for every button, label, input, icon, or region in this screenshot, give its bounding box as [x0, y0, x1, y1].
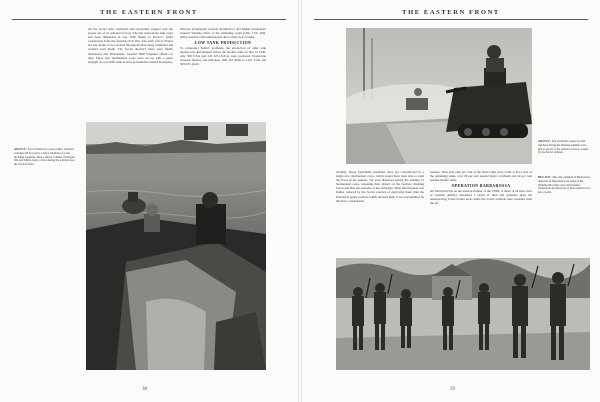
column-river-crossing-photo: [86, 122, 266, 370]
right-col2-subhead: OPERATION BARBAROSSA: [451, 183, 511, 188]
folio-left: 38: [142, 387, 147, 392]
left-text-column-1: [88, 27, 173, 117]
left-caption-lead: ABOVE:: [14, 148, 28, 151]
header-rule-left: [12, 19, 286, 20]
left-caption-text: As in Poland two years earlier, armored columns did not prove a major hindrance for the invading Germans. Here a mixed column of PzKpfw IIIs and SdKfz crews a river during the advance into the Soviet Union.: [14, 148, 76, 167]
right-col1-paragraph: models). These formidable machines were not concentrated in a single new mechanized corps, which would have been able to stem the flood of the panzers, but were dispersed among the existing 12 mechanized corps, lessening their impact on the German invading forces and thus the outcome of the campaign. Their effectiveness was further reduced by the Soviet practice of deploying them (like the French) in penny packets, which allowed them to be overwhelmed by the more concentrated: [336, 170, 424, 203]
right-bottom-caption: [538, 176, 590, 216]
right-caption2-text: The only example of Barbarossa depicted an important look some of the Wehrmacht's units were still infantry formations and the level of motorization was less overall.: [538, 176, 590, 195]
left-photo-caption: [14, 148, 76, 208]
header-rule-right: [314, 19, 588, 20]
left-col1-paragraph: On the Soviet side, confusion and uncertainty reigned over the proper use of its armoured forces. The last stand-alone tank corps had been disbanded in late 1939 thanks to Pavlov's faulty conclusions from the Spanish Civil War. The swift fall of France led any doubts to be resolved through the Red Army command and reached even Stalin. The Soviet theorist's ideas were finally abandoned and Timoshenko recalled 4000 brigaded officers to duty. Three new mechanized corps were set up with a paper strength of over 1000 tanks at Kiev (Lieutenant General Kostenko),: [88, 27, 173, 64]
right-text-column-1: [336, 170, 424, 252]
right-top-caption: [538, 140, 590, 170]
right-caption1-text: The problems caused by dust and heat during the Russian summer were just as great for the panzers as those caused by the Soviet defence.: [538, 140, 589, 155]
left-main-photo: [86, 122, 266, 370]
left-col2-paragraph: Moscow (Lieutenant General Rotmistrov) and Minsk (Lieutenant General Vatutin). None of the remaining corps (13th, 17th, 20th, 24th) could be called mechanized due to their lack of tanks.: [180, 27, 266, 40]
infantry-march-photo: [336, 258, 590, 370]
left-col2-paragraph-after: To compound Stalin's problems, the production of older tank models was discontinued before the models came on line. In 1940, only 358 T-34s and 243 KV-1/KV-2s were produced. Production between January and mid-June 1941 did climb to 1110 T-34s and 393 KVs (both: [180, 45, 266, 67]
running-head-left: THE EASTERN FRONT: [100, 9, 198, 16]
folio-right: 39: [450, 387, 455, 392]
right-col2-paragraph: panzers. Thus only nine per cent of the latest tanks were T-34s or KVs and, of the remaining tanks, over 29 per cent needed major overhauls and 44 per cent needed smaller refits.: [430, 170, 532, 183]
right-bottom-photo: [336, 258, 590, 370]
right-page: [302, 0, 600, 402]
right-text-column-2: [430, 170, 532, 252]
left-page: [0, 0, 298, 402]
right-top-photo: [346, 28, 532, 164]
panzer-dust-road-photo: [346, 28, 532, 164]
left-text-column-2: [180, 27, 266, 117]
right-col2-paragraph-after: All field trials lost on the western frontier of the USSR, at dawn of 22 June 1941 as German artillery unleashed a storm of shell and grenades upon the unsuspecting Soviet border areas while the Soviet airfields were pounded from the air.: [430, 188, 532, 206]
left-col2-subhead: LOW TANK PRODUCTION: [194, 40, 252, 45]
right-caption2-lead: BELOW:: [538, 176, 552, 179]
running-head-right: THE EASTERN FRONT: [402, 9, 500, 16]
right-caption1-lead: ABOVE:: [538, 140, 552, 143]
